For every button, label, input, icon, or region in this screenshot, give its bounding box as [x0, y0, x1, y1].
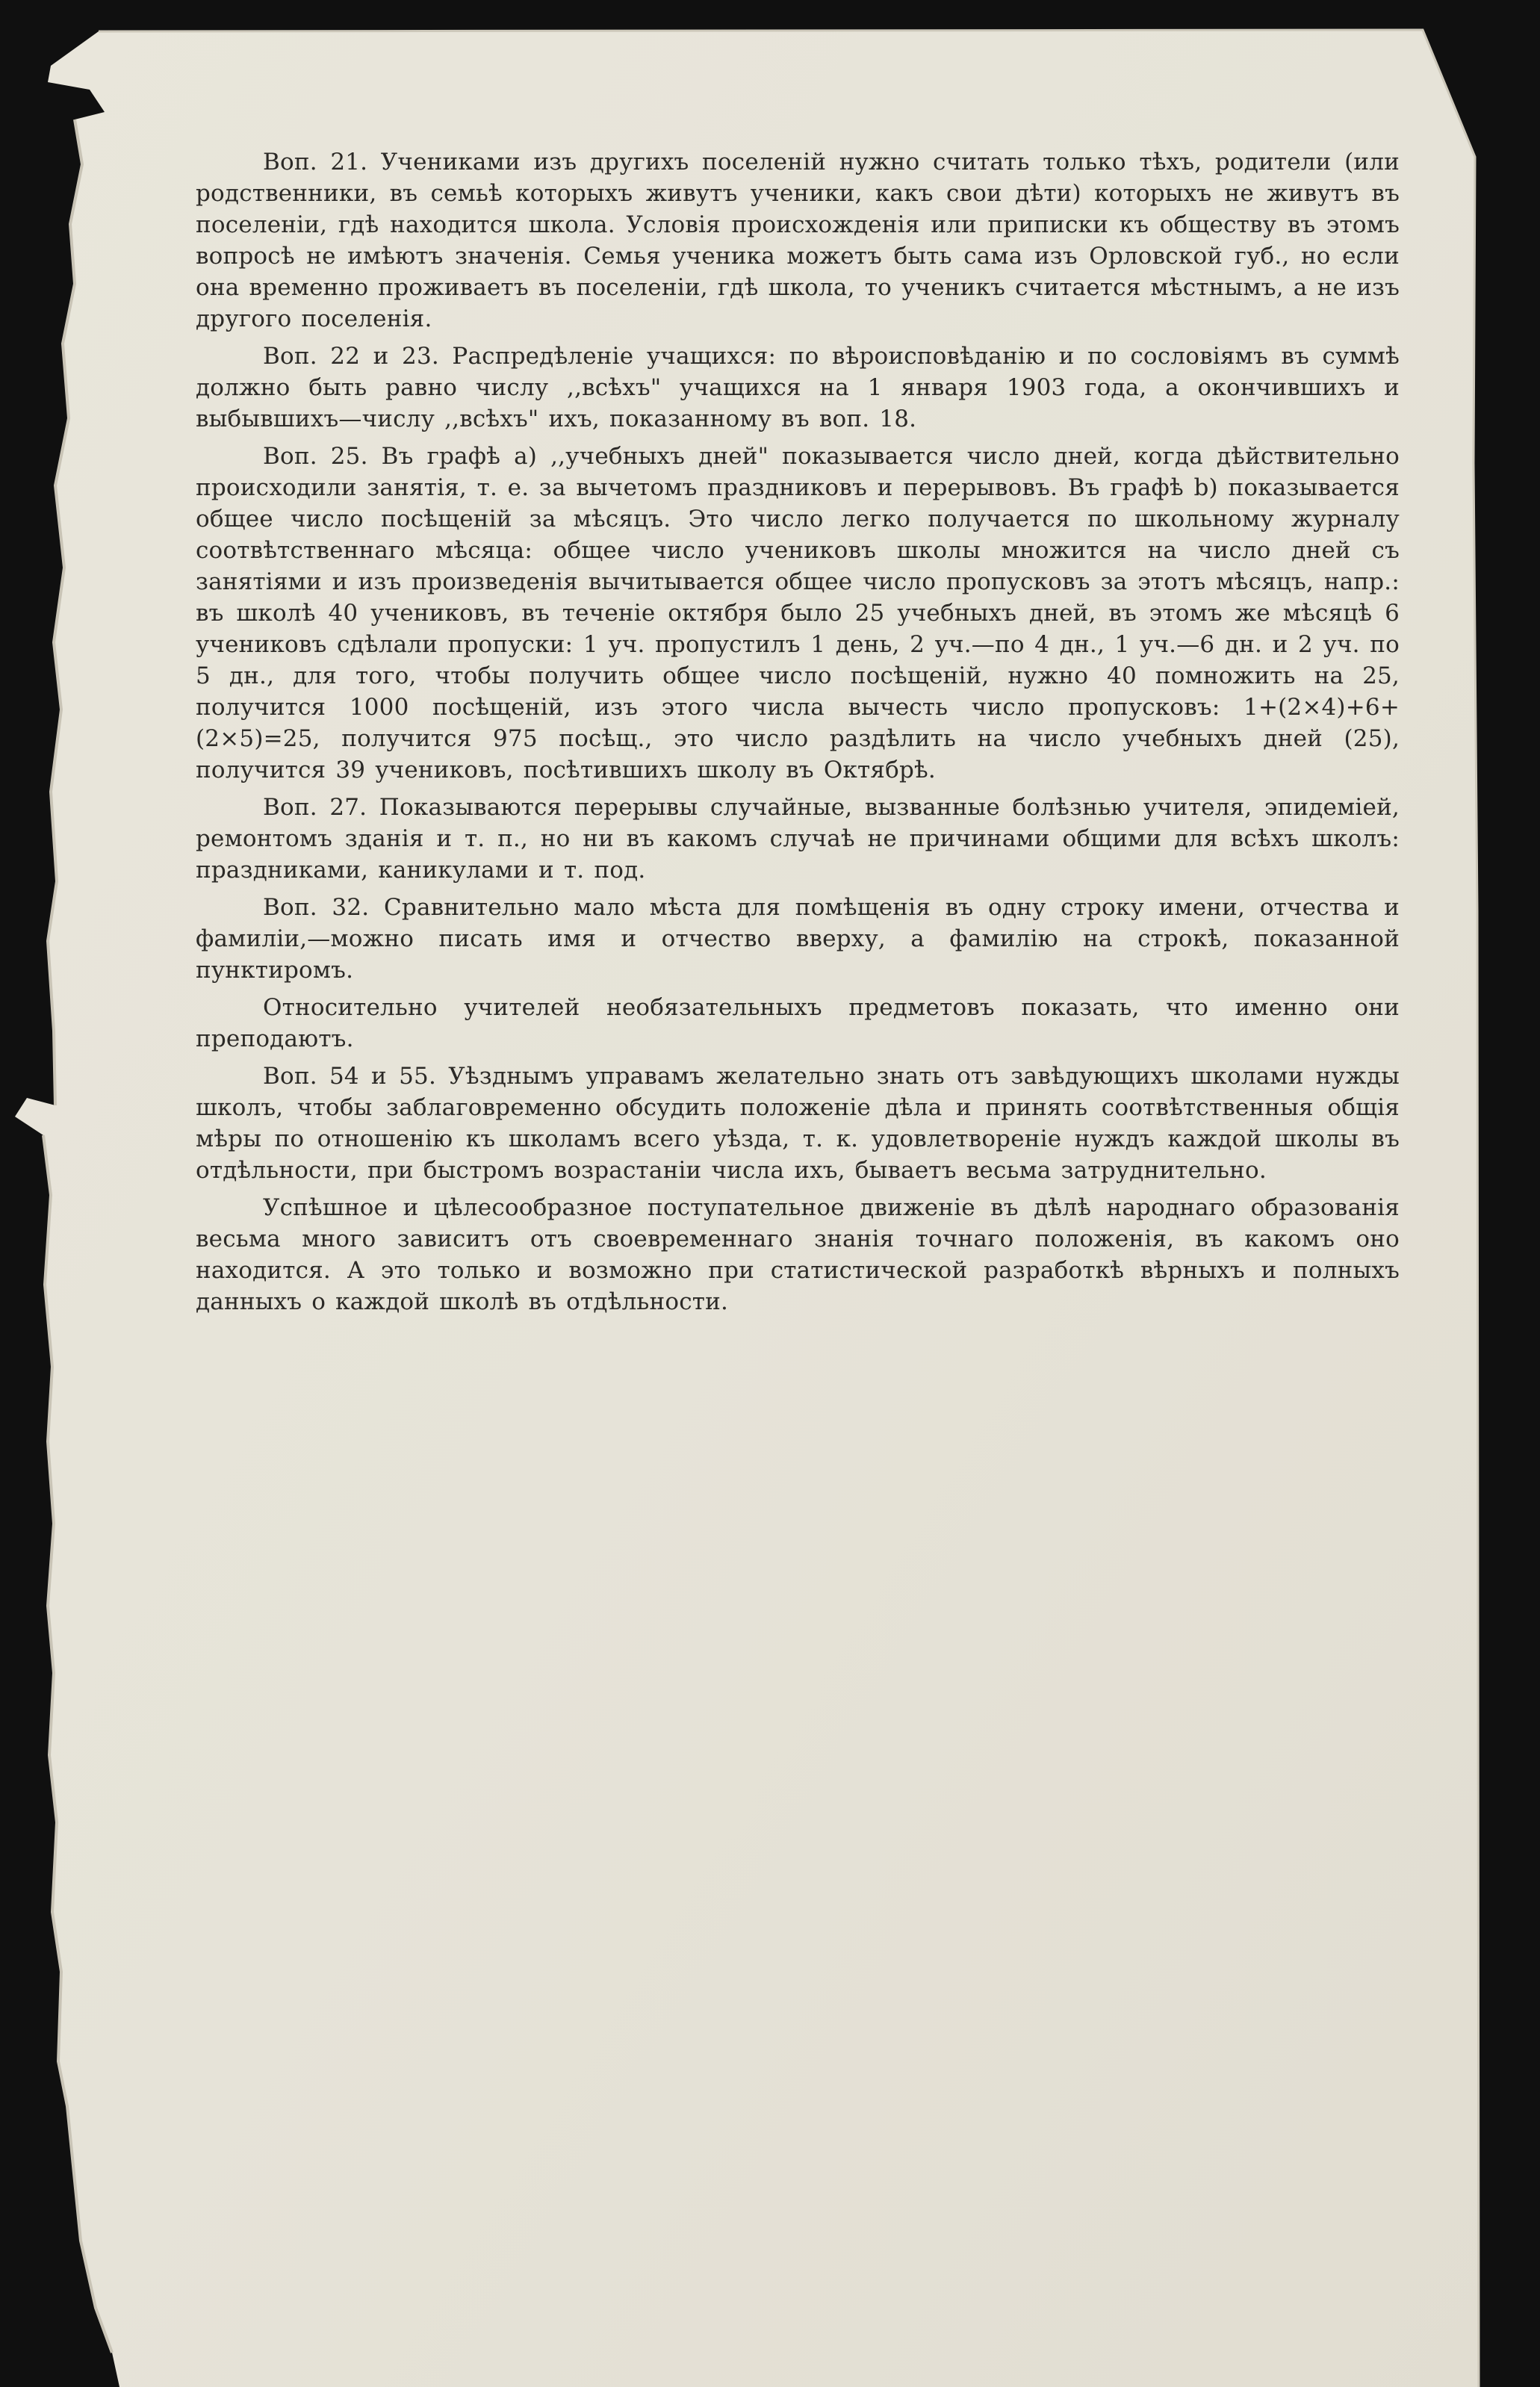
paragraph-vop-22-23: Воп. 22 и 23. Распредѣленіе учащихся: по вѣроисповѣданію и по сословіямъ въ суммѣ должно быть равно числу ,,всѣхъ" учащихся на 1 января 1903 года, а окончившихъ и выбывшихъ—числу ,,всѣхъ" ихъ, показанному въ воп. 18.	[196, 343, 1400, 432]
paragraph-vop-21: Воп. 21. Учениками изъ другихъ поселеній нужно считать только тѣхъ, родители (или родственники, въ семьѣ которыхъ живутъ ученики, какъ свои дѣти) которыхъ не живутъ въ поселеніи, гдѣ находится школа. Условія происхожденія или приписки къ обществу въ этомъ вопросѣ не имѣютъ значенія. Семья ученика можетъ быть сама изъ Орловской губ., но если она временно проживаетъ въ поселеніи, гдѣ школа, то ученикъ считается мѣстнымъ, а не изъ другого поселенія.	[196, 149, 1400, 332]
document-text	[196, 146, 1400, 1317]
paragraph-vop-32: Воп. 32. Сравнительно мало мѣста для помѣщенія въ одну строку имени, отчества и фамиліи,—можно писать имя и отчество вверху, а фамилію на строкѣ, показанной пунктиромъ.	[196, 894, 1400, 984]
paragraph-vop-25: Воп. 25. Въ графѣ а) ,,учебныхъ дней" показывается число дней, когда дѣйствительно происходили занятія, т. е. за вычетомъ праздниковъ и перерывовъ. Въ графѣ b) показывается общее число посѣщеній за мѣсяцъ. Это число легко получается по школьному журналу соотвѣтственнаго мѣсяца: общее число учениковъ школы множится на число дней съ занятіями и изъ произведенія вычитывается общее число пропусковъ за этотъ мѣсяцъ, напр.: въ школѣ 40 учениковъ, въ теченіе октября было 25 учебныхъ дней, въ этомъ же мѣсяцѣ 6 учениковъ сдѣлали пропуски: 1 уч. пропустилъ 1 день, 2 уч.—по 4 дн., 1 уч.—6 дн. и 2 уч. по 5 дн., для того, чтобы получить общее число посѣщеній, нужно 40 помножить на 25, получится 1000 посѣщеній, изъ этого числа вычесть число пропусковъ: 1+(2×4)+6+(2×5)=25, получится 975 посѣщ., это число раздѣлить на число учебныхъ дней (25), получится 39 учениковъ, посѣтившихъ школу въ Октябрѣ.	[196, 443, 1400, 783]
paragraph-vop-54-55: Воп. 54 и 55. Уѣзднымъ управамъ желательно знать отъ завѣдующихъ школами нужды школъ, чтобы заблаговременно обсудить положеніе дѣла и принять соотвѣтственныя общія мѣры по отношенію къ школамъ всего уѣзда, т. к. удовлетвореніе нуждъ каждой школы въ отдѣльности, при быстромъ возрастаніи числа ихъ, бываетъ весьма затруднительно.	[196, 1063, 1400, 1184]
paragraph-vop-27: Воп. 27. Показываются перерывы случайные, вызванные болѣзнью учителя, эпидеміей, ремонтомъ зданія и т. п., но ни въ какомъ случаѣ не причинами общими для всѣхъ школъ: праздниками, каникулами и т. под.	[196, 794, 1400, 884]
paragraph-teachers-note: Относительно учителей необязательныхъ предметовъ показать, что именно они преподаютъ.	[196, 994, 1400, 1052]
paragraph-conclusion: Успѣшное и цѣлесообразное поступательное движеніе въ дѣлѣ народнаго образованія весьма много зависитъ отъ своевременнаго знанія точнаго положенія, въ какомъ оно находится. А это только и возможно при статистической разработкѣ вѣрныхъ и полныхъ данныхъ о каждой школѣ въ отдѣльности.	[196, 1194, 1400, 1315]
